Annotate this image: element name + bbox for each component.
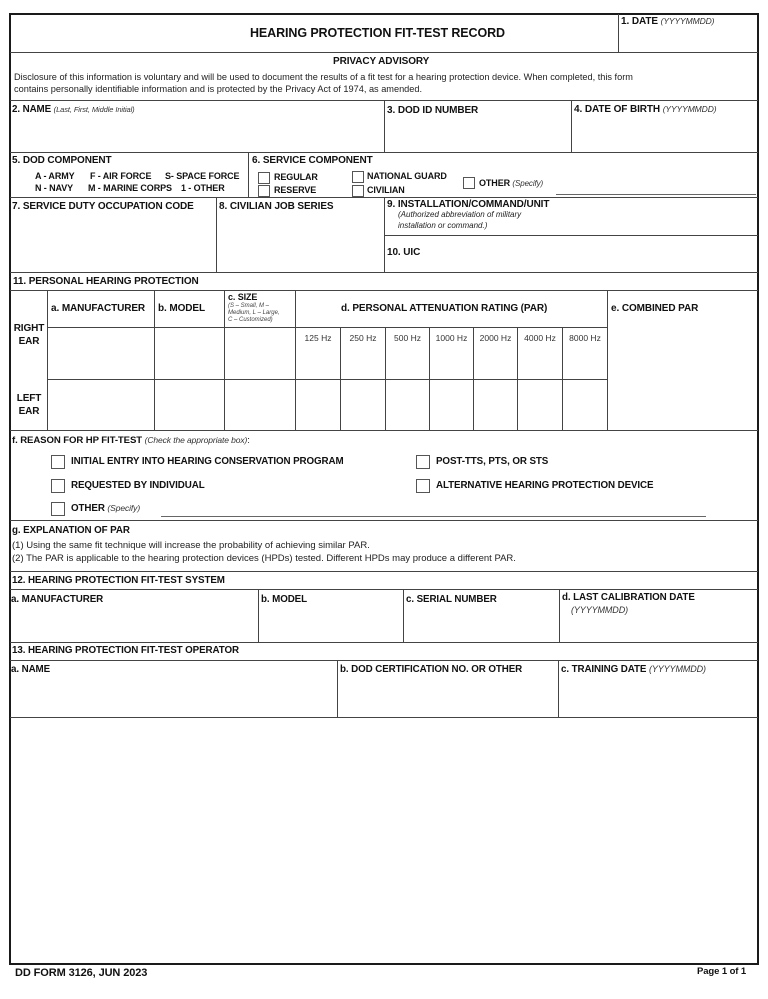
- alternative-hpd-checkbox[interactable]: [416, 479, 430, 493]
- other-label-text: OTHER: [479, 178, 511, 188]
- divider: [10, 272, 758, 273]
- right-ear-label-2: EAR: [18, 336, 40, 347]
- other-checkbox[interactable]: [463, 177, 475, 189]
- php-model-header: b. MODEL: [158, 303, 205, 314]
- right-par-8000-field[interactable]: [564, 348, 606, 377]
- combined-par-field[interactable]: [610, 330, 756, 428]
- divider: [384, 100, 385, 152]
- divider: [10, 660, 758, 661]
- other-hint: (Specify): [512, 179, 544, 188]
- date-hint: (YYYYMMDD): [660, 16, 715, 26]
- reason-other-checkbox[interactable]: [51, 502, 65, 516]
- system-model-field[interactable]: [261, 610, 401, 640]
- privacy-text-line1: Disclosure of this information is voluntary and will be used to document the results of a fit test for a hearing protection device. When completed, this form: [14, 72, 633, 82]
- divider: [10, 430, 758, 431]
- divider: [10, 152, 758, 153]
- reason-colon: :: [247, 435, 250, 446]
- calibration-date-label: d. LAST CALIBRATION DATE: [562, 592, 695, 603]
- right-par-500-field[interactable]: [387, 348, 428, 377]
- other-specify-field[interactable]: [556, 180, 756, 195]
- freq-1000: 1000 Hz: [435, 333, 468, 343]
- left-par-2000-field[interactable]: [475, 382, 516, 428]
- page-number: Page 1 of 1: [697, 966, 747, 977]
- right-size-field[interactable]: [227, 345, 293, 377]
- component-marine-corps: M - MARINE CORPS: [88, 183, 172, 193]
- divider: [10, 520, 758, 521]
- divider: [10, 642, 758, 643]
- php-size-header: c. SIZE: [228, 292, 258, 302]
- operator-name-label: a. NAME: [11, 664, 51, 675]
- regular-label: REGULAR: [274, 172, 318, 182]
- explanation-label: g. EXPLANATION OF PAR: [12, 525, 130, 536]
- divider: [607, 290, 608, 430]
- divider: [258, 589, 259, 642]
- right-manufacturer-field[interactable]: [50, 345, 152, 377]
- operator-name-field[interactable]: [12, 680, 334, 715]
- explanation-line1: (1) Using the same fit technique will increase the probability of achieving similar PAR.: [12, 540, 370, 551]
- divider: [248, 152, 249, 197]
- divider: [216, 197, 217, 272]
- right-par-2000-field[interactable]: [475, 348, 516, 377]
- training-date-label: [561, 664, 706, 675]
- right-par-250-field[interactable]: [342, 348, 384, 377]
- system-model-label: b. MODEL: [261, 594, 308, 605]
- system-section-label: 12. HEARING PROTECTION FIT-TEST SYSTEM: [12, 575, 225, 586]
- reason-label-text: f. REASON FOR HP FIT-TEST: [12, 435, 143, 446]
- divider: [618, 14, 619, 52]
- divider: [47, 327, 607, 328]
- date-field[interactable]: [621, 31, 755, 50]
- divider: [10, 52, 758, 53]
- civilian-job-series-label: 8. CIVILIAN JOB SERIES: [219, 201, 334, 212]
- blank-area: [11, 719, 757, 963]
- civilian-checkbox[interactable]: [352, 185, 364, 197]
- divider: [559, 589, 560, 642]
- divider: [337, 660, 338, 717]
- dob-hint: (YYYYMMDD): [662, 104, 717, 114]
- left-ear-label-1: LEFT: [16, 393, 42, 404]
- certification-label: b. DOD CERTIFICATION NO. OR OTHER: [340, 664, 523, 675]
- training-date-field[interactable]: [561, 680, 756, 715]
- dod-id-label: 3. DOD ID NUMBER: [387, 105, 479, 116]
- installation-hint-1: (Authorized abbreviation of military: [398, 210, 522, 219]
- component-navy: N - NAVY: [35, 183, 74, 193]
- service-component-label: 6. SERVICE COMPONENT: [252, 155, 373, 166]
- freq-4000: 4000 Hz: [524, 333, 556, 343]
- training-date-hint: (YYYYMMDD): [648, 664, 706, 674]
- calibration-date-hint: (YYYYMMDD): [571, 605, 628, 615]
- right-par-4000-field[interactable]: [519, 348, 561, 377]
- date-label: [621, 16, 714, 27]
- size-hint-3: C – Customized): [228, 317, 273, 323]
- freq-2000: 2000 Hz: [479, 333, 512, 343]
- post-tts-label: POST-TTS, PTS, OR STS: [436, 456, 549, 467]
- serial-number-label: c. SERIAL NUMBER: [406, 594, 497, 605]
- size-hint-2: Medium, L – Large,: [228, 310, 280, 316]
- operator-section-label: 13. HEARING PROTECTION FIT-TEST OPERATOR: [12, 645, 239, 656]
- freq-250: 250 Hz: [349, 333, 377, 343]
- divider: [154, 290, 155, 430]
- installation-hint-2: installation or command.): [398, 221, 488, 230]
- training-date-label-text: c. TRAINING DATE: [561, 664, 647, 675]
- civilian-job-series-field[interactable]: [219, 218, 379, 268]
- divider: [385, 235, 758, 236]
- uic-label: 10. UIC: [387, 247, 421, 258]
- divider: [295, 290, 296, 430]
- par-header: d. PERSONAL ATTENUATION RATING (PAR): [341, 303, 548, 314]
- component-air-force: F - AIR FORCE: [90, 171, 152, 181]
- left-par-1000-field[interactable]: [431, 382, 472, 428]
- divider: [10, 290, 758, 291]
- dod-component-label: 5. DOD COMPONENT: [12, 155, 112, 166]
- dod-id-field[interactable]: [387, 120, 567, 150]
- combined-par-header: e. COMBINED PAR: [611, 303, 699, 314]
- requested-checkbox[interactable]: [51, 479, 65, 493]
- freq-125: 125 Hz: [304, 333, 332, 343]
- reserve-checkbox[interactable]: [258, 185, 270, 197]
- date-label-text: 1. DATE: [621, 16, 658, 27]
- reason-other-hint: (Specify): [107, 503, 141, 513]
- size-hint-1: (S – Small, M –: [228, 303, 270, 309]
- system-manufacturer-field[interactable]: [12, 610, 255, 640]
- installation-label: 9. INSTALLATION/COMMAND/UNIT: [387, 199, 550, 210]
- left-par-500-field[interactable]: [387, 382, 428, 428]
- divider: [224, 290, 225, 430]
- right-model-field[interactable]: [157, 345, 222, 377]
- divider: [558, 660, 559, 717]
- divider: [47, 379, 607, 380]
- sdoc-field[interactable]: [12, 218, 212, 268]
- certification-field[interactable]: [340, 680, 556, 715]
- form-title: HEARING PROTECTION FIT-TEST RECORD: [250, 26, 505, 40]
- initial-entry-label: INITIAL ENTRY INTO HEARING CONSERVATION PROGRAM: [71, 456, 344, 467]
- name-field[interactable]: [12, 118, 380, 150]
- name-hint: (Last, First, Middle Initial): [53, 105, 135, 114]
- left-par-4000-field[interactable]: [519, 382, 561, 428]
- civilian-label: CIVILIAN: [367, 185, 405, 195]
- left-par-125-field[interactable]: [297, 382, 339, 428]
- left-manufacturer-field[interactable]: [50, 382, 152, 428]
- component-space-force: S- SPACE FORCE: [165, 171, 240, 181]
- dob-field[interactable]: [574, 120, 756, 150]
- left-size-field[interactable]: [227, 382, 293, 428]
- dob-label-text: 4. DATE OF BIRTH: [574, 104, 660, 115]
- reserve-label: RESERVE: [274, 185, 317, 195]
- right-ear-label-1: RIGHT: [13, 323, 45, 334]
- right-par-125-field[interactable]: [297, 348, 339, 377]
- reason-other-specify-field[interactable]: [161, 503, 706, 517]
- uic-field[interactable]: [430, 240, 754, 268]
- php-manufacturer-header: a. MANUFACTURER: [51, 303, 146, 314]
- divider: [10, 717, 758, 718]
- national-guard-checkbox[interactable]: [352, 171, 364, 183]
- form-id: DD FORM 3126, JUN 2023: [15, 967, 148, 979]
- divider: [403, 589, 404, 642]
- reason-other-label: [71, 503, 140, 514]
- left-ear-label-2: EAR: [18, 406, 40, 417]
- divider: [571, 100, 572, 152]
- post-tts-checkbox[interactable]: [416, 455, 430, 469]
- requested-label: REQUESTED BY INDIVIDUAL: [71, 480, 205, 491]
- divider: [10, 571, 758, 572]
- initial-entry-checkbox[interactable]: [51, 455, 65, 469]
- dob-label: [574, 104, 716, 115]
- reason-label: [12, 435, 250, 446]
- reason-other-text: OTHER: [71, 503, 105, 514]
- divider: [47, 290, 48, 430]
- name-label-text: 2. NAME: [12, 104, 52, 115]
- privacy-text-line2: contains personally identifiable information and is protected by the Privacy Act of 1974, as amended.: [14, 84, 423, 94]
- component-other: 1 - OTHER: [181, 183, 225, 193]
- other-label: [479, 178, 543, 188]
- sdoc-label: 7. SERVICE DUTY OCCUPATION CODE: [12, 201, 194, 212]
- regular-checkbox[interactable]: [258, 172, 270, 184]
- divider: [10, 589, 758, 590]
- alternative-hpd-label: ALTERNATIVE HEARING PROTECTION DEVICE: [436, 480, 654, 491]
- national-guard-label: NATIONAL GUARD: [367, 171, 447, 181]
- right-par-1000-field[interactable]: [431, 348, 472, 377]
- freq-500: 500 Hz: [394, 333, 421, 343]
- php-section-label: 11. PERSONAL HEARING PROTECTION: [13, 276, 199, 287]
- left-par-250-field[interactable]: [342, 382, 384, 428]
- left-par-8000-field[interactable]: [564, 382, 606, 428]
- freq-8000: 8000 Hz: [569, 333, 601, 343]
- privacy-heading: PRIVACY ADVISORY: [333, 56, 430, 67]
- explanation-line2: (2) The PAR is applicable to the hearing protection devices (HPDs) tested. Different HPDs may produce a different PAR.: [12, 553, 516, 564]
- name-label: [12, 104, 135, 115]
- system-manufacturer-label: a. MANUFACTURER: [11, 594, 104, 605]
- calibration-date-field[interactable]: [562, 618, 756, 640]
- component-army: A - ARMY: [35, 171, 75, 181]
- installation-field[interactable]: [520, 210, 754, 232]
- left-model-field[interactable]: [157, 382, 222, 428]
- reason-hint: (Check the appropriate box): [144, 435, 248, 445]
- serial-number-field[interactable]: [406, 610, 556, 640]
